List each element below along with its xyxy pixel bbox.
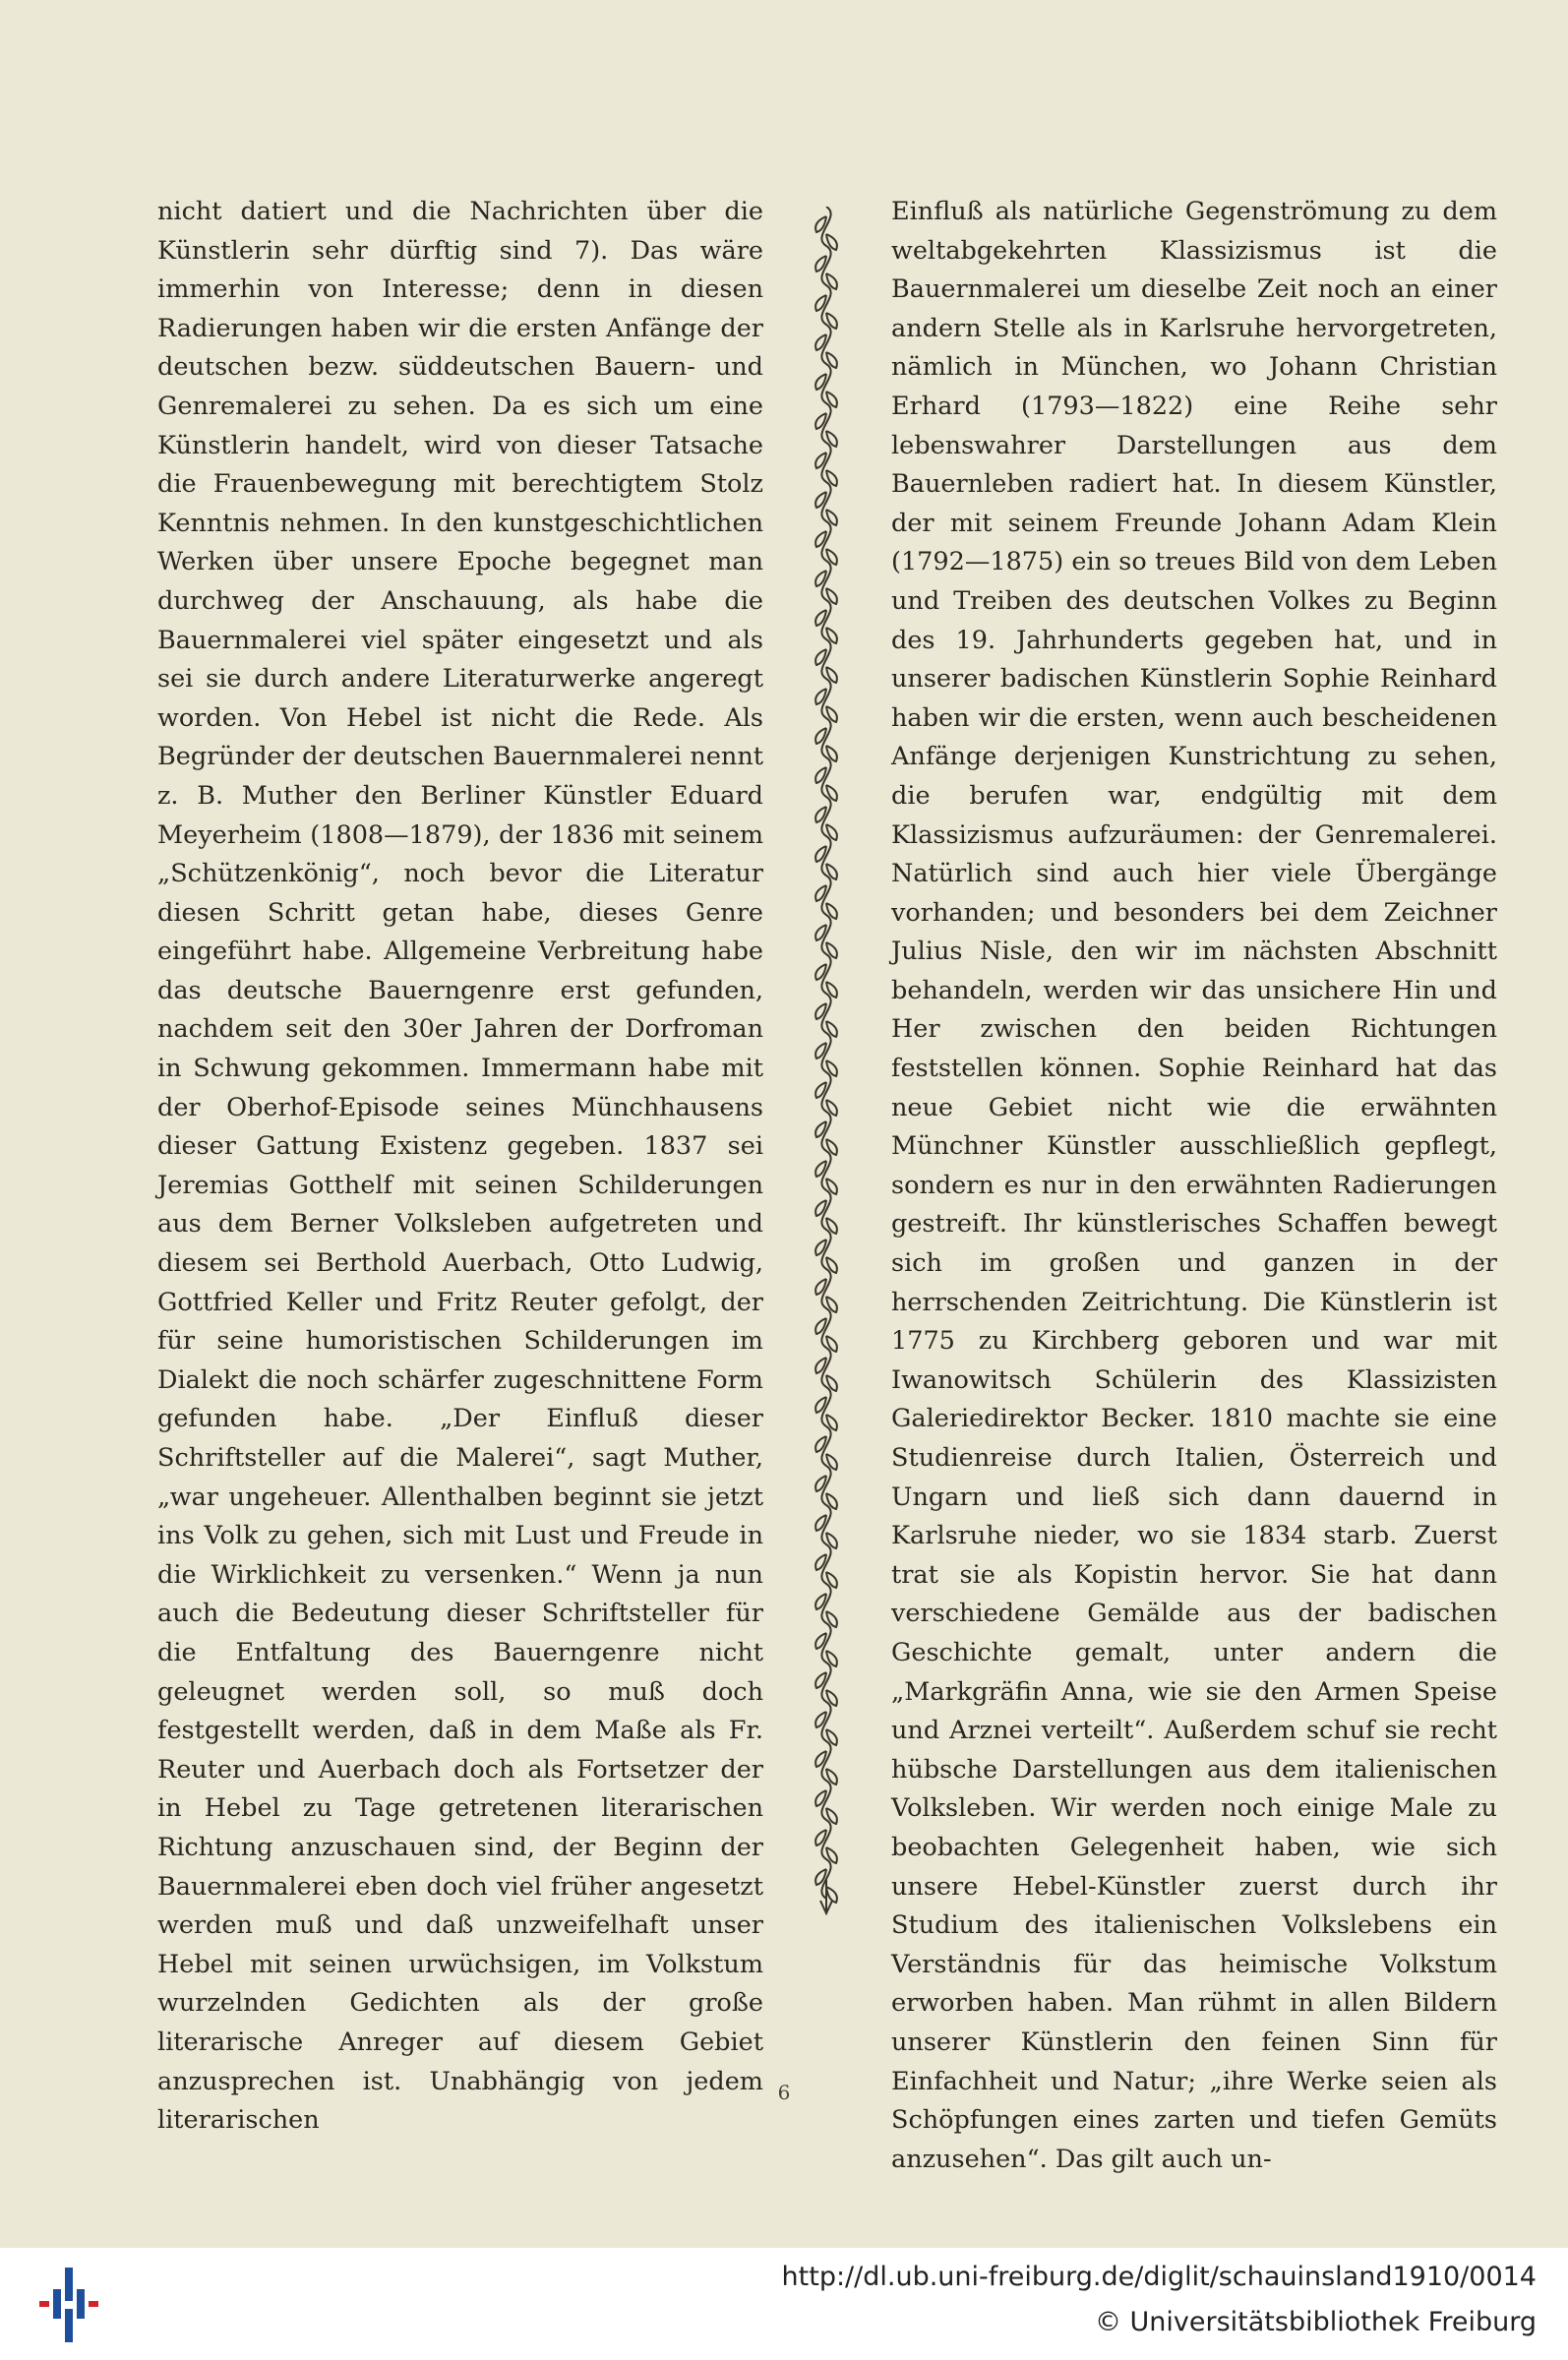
right-column-paragraph: Einfluß als natürliche Gegenströmung zu dem weltabgekehrten Klassizismus ist die Bauernmalerei um dieselbe Zeit noch an einer andern Stelle als in Karlsruhe hervorgetreten, nämlich in München, wo Johann Christian Erhard (1793—1822) eine Reihe sehr lebenswahrer Darstellungen aus dem Bauernleben radiert hat. In diesem Künstler, der mit seinem Freunde Johann Adam Klein (1792—1875) ein so treues Bild von dem Leben und Treiben des deutschen Volkes zu Beginn des 19. Jahrhunderts gegeben hat, und in unserer badischen Künstlerin Sophie Reinhard haben wir die ersten, wenn auch bescheidenen Anfänge derjenigen Kunstrichtung zu sehen, die berufen war, endgültig mit dem Klassizismus aufzuräumen: der Genremalerei. Natürlich sind auch hier viele Übergänge vorhanden; und besonders bei dem Zeichner Julius Nisle, den wir im nächsten Abschnitt behandeln, werden wir das unsichere Hin und Her zwischen den beiden Richtungen feststellen können. Sophie Reinhard hat das neue Gebiet nicht wie die erwähnten Münchner Künstler ausschließlich gepflegt, sondern es nur in den erwähnten Radierungen gestreift. Ihr künstlerisches Schaffen bewegt sich im großen und ganzen in der herrschenden Zeitrichtung. Die Künstlerin ist 1775 zu Kirchberg geboren und war mit Iwanowitsch Schülerin des Klassizisten Galeriedirektor Becker. 1810 machte sie eine Studienreise durch Italien, Österreich und Ungarn und ließ sich dann dauernd in Karlsruhe nieder, wo sie 1834 starb. Zuerst trat sie als Kopistin hervor. Sie hat dann verschiedene Gemälde aus der badischen Geschichte gemalt, unter andern die „Markgräfin Anna, wie sie den Armen Speise und Arznei verteilt“. Außerdem schuf sie recht hübsche Darstellungen aus dem italienischen Volksleben. Wir werden noch einige Male zu beobachten Gelegenheit haben, wie sich unsere Hebel-Künstler zuerst durch ihr Studium des italienischen Volkslebens ein Verständnis für das heimische Volkstum erworben haben. Man rühmt in allen Bildern unserer Künstlerin den feinen Sinn für Einfachheit und Natur; „ihre Werke seien als Schöpfungen eines zarten und tiefen Gemüts anzusehen“. Das gilt auch un- bbox=[891, 197, 1497, 2174]
left-text-column bbox=[157, 193, 763, 2141]
left-column-paragraph: nicht datiert und die Nachrichten über die Künstlerin sehr dürftig sind 7). Das wäre immerhin von Interesse; denn in diesen Radierungen haben wir die ersten Anfänge der deutschen bezw. süddeutschen Bauern- und Genremalerei zu sehen. Da es sich um eine Künstlerin handelt, wird von dieser Tatsache die Frauenbewegung mit berechtigtem Stolz Kenntnis nehmen. In den kunstgeschichtlichen Werken über unsere Epoche begegnet man durchweg der Anschauung, als habe die Bauernmalerei viel später eingesetzt und als sei sie durch andere Literaturwerke angeregt worden. Von Hebel ist nicht die Rede. Als Begründer der deutschen Bauernmalerei nennt z. B. Muther den Berliner Künstler Eduard Meyerheim (1808—1879), der 1836 mit seinem „Schützenkönig“, noch bevor die Literatur diesen Schritt getan habe, dieses Genre eingeführt habe. Allgemeine Verbreitung habe das deutsche Bauerngenre erst gefunden, nachdem seit den 30er Jahren der Dorfroman in Schwung gekommen. Immermann habe mit der Oberhof-Episode seines Münchhausens dieser Gattung Existenz gegeben. 1837 sei Jeremias Gotthelf mit seinen Schilderungen aus dem Berner Volksleben aufgetreten und diesem sei Berthold Auerbach, Otto Ludwig, Gottfried Keller und Fritz Reuter gefolgt, der für seine humoristischen Schilderungen im Dialekt die noch schärfer zugeschnittene Form gefunden habe. „Der Einfluß dieser Schriftsteller auf die Malerei“, sagt Muther, „war ungeheuer. Allenthalben beginnt sie jetzt ins Volk zu gehen, sich mit Lust und Freude in die Wirklichkeit zu versenken.“ Wenn ja nun auch die Bedeutung dieser Schriftsteller für die Entfaltung des Bauerngenre nicht geleugnet werden soll, so muß doch festgestellt werden, daß in dem Maße als Fr. Reuter und Auerbach doch als Fortsetzer der in Hebel zu Tage getretenen literarischen Richtung anzuschauen sind, der Beginn der Bauernmalerei eben doch viel früher angesetzt werden muß und daß unzweifelhaft unser Hebel mit seinen urwüchsigen, im Volkstum wurzelnden Gedichten als der große literarische Anreger auf diesem Gebiet anzusprechen ist. Unabhängig von jedem literarischen bbox=[157, 197, 763, 2136]
footer-bar bbox=[0, 2248, 1568, 2360]
page-number: 6 bbox=[777, 2081, 791, 2104]
ub-freiburg-logo-icon bbox=[39, 2268, 98, 2342]
permalink-url-link[interactable]: http://dl.ub.uni-freiburg.de/diglit/schauinsland1910/0014 bbox=[781, 2262, 1537, 2292]
right-text-column bbox=[891, 193, 1497, 2179]
vine-ornament-divider bbox=[807, 207, 846, 1918]
copyright-notice: © Universitätsbibliothek Freiburg bbox=[1094, 2307, 1537, 2337]
